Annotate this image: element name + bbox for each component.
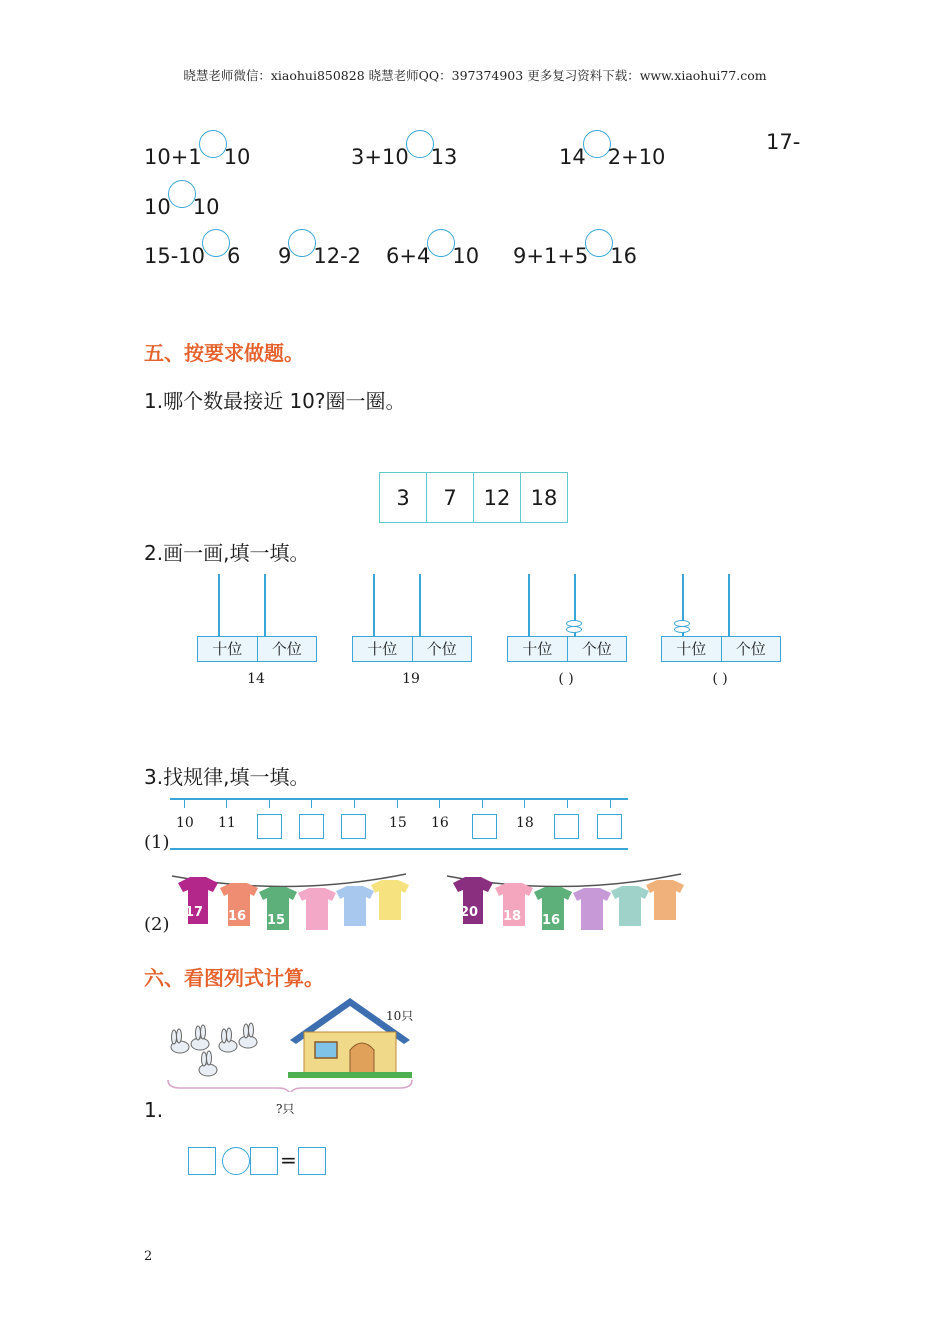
shirt-number: 20 (460, 905, 479, 920)
shirt (336, 886, 374, 926)
tick (610, 798, 611, 808)
abacus-label: 14 (247, 671, 265, 687)
house-count-label: 10只 (386, 1009, 414, 1023)
bead (566, 620, 582, 627)
answer-box[interactable] (250, 1147, 278, 1175)
compare-circle[interactable] (583, 130, 611, 158)
number-choice[interactable]: 18 (521, 473, 568, 523)
number-line-value: 11 (218, 815, 236, 831)
item-label: (1) (144, 832, 170, 853)
equals-sign: = (280, 1148, 297, 1172)
shirt (298, 888, 336, 930)
page-header: 晓慧老师微信：xiaohui850828 晓慧老师QQ：397374903 更多复习资料下载：www.xiaohui77.com (183, 68, 767, 83)
answer-box[interactable] (299, 814, 324, 839)
compare-item: 14 2+10 (559, 130, 665, 169)
ones-rod (419, 574, 421, 636)
section-title: 六、看图列式计算。 (144, 966, 324, 990)
question-number: 1. (144, 1098, 164, 1122)
tens-rod (528, 574, 530, 636)
number-line-top (170, 798, 628, 800)
answer-box[interactable] (597, 814, 622, 839)
tick (567, 798, 568, 808)
section-title: 五、按要求做题。 (144, 341, 304, 365)
operator-circle[interactable] (222, 1147, 250, 1175)
shirt (611, 886, 649, 926)
place-value-board: 十位 个位 (507, 636, 627, 662)
number-choice-table (379, 472, 568, 523)
number-line-value: 16 (431, 815, 449, 831)
answer-box[interactable] (554, 814, 579, 839)
compare-item: 3+10 13 (351, 130, 457, 169)
compare-item: 9+1+5 16 (513, 229, 637, 268)
number-choice[interactable]: 3 (380, 473, 427, 523)
answer-box[interactable] (257, 814, 282, 839)
rabbit-house-picture (160, 992, 420, 1092)
item-label: (2) (144, 914, 170, 935)
tick (226, 798, 227, 808)
shirt-number: 16 (542, 913, 561, 928)
number-line-value: 10 (176, 815, 194, 831)
total-label: ?只 (276, 1102, 295, 1116)
compare-circle[interactable] (406, 130, 434, 158)
number-line-bottom (170, 848, 628, 850)
abacus-answer[interactable]: ( ) (712, 671, 728, 687)
answer-box[interactable] (472, 814, 497, 839)
shirt (646, 880, 684, 920)
tick (184, 798, 185, 808)
number-choice[interactable]: 12 (474, 473, 521, 523)
tick (524, 798, 525, 808)
answer-box[interactable] (341, 814, 366, 839)
place-value-board: 十位 个位 (661, 636, 781, 662)
abacus-answer[interactable]: ( ) (558, 671, 574, 687)
shirt-number: 16 (228, 909, 247, 924)
page-number: 2 (144, 1249, 153, 1264)
tick (354, 798, 355, 808)
place-value-board: 十位 个位 (352, 636, 472, 662)
compare-circle[interactable] (168, 180, 196, 208)
question-text: 3.找规律,填一填。 (144, 765, 310, 789)
bead (566, 626, 582, 633)
shirt (573, 888, 611, 930)
abacus (661, 574, 781, 694)
tick (482, 798, 483, 808)
number-line (170, 798, 628, 850)
number-line-value: 15 (389, 815, 407, 831)
answer-box[interactable] (298, 1147, 326, 1175)
shirt-number: 18 (503, 909, 522, 924)
tick (311, 798, 312, 808)
clothesline-left (168, 868, 413, 938)
question-text: 1.哪个数最接近 10?圈一圈。 (144, 389, 406, 413)
bead (674, 620, 690, 627)
place-value-board: 十位 个位 (197, 636, 317, 662)
answer-box[interactable] (188, 1147, 216, 1175)
abacus (507, 574, 627, 694)
abacus (197, 574, 317, 694)
abacus-label: 19 (402, 671, 420, 687)
number-line-value: 18 (516, 815, 534, 831)
compare-item: 6+4 10 (386, 229, 479, 268)
tens-rod (218, 574, 220, 636)
compare-item: 9 12-2 (278, 229, 361, 268)
bead (674, 626, 690, 633)
tick (269, 798, 270, 808)
compare-item: 10+1 10 (144, 130, 250, 169)
compare-item: 15-10 6 (144, 229, 240, 268)
compare-item: 10 10 (144, 180, 219, 219)
compare-circle[interactable] (202, 229, 230, 257)
shirt (371, 880, 409, 920)
shirt-number: 17 (185, 905, 204, 920)
number-choice[interactable]: 7 (427, 473, 474, 523)
abacus (352, 574, 472, 694)
clothesline-right (443, 868, 688, 938)
shirt-number: 15 (267, 913, 286, 928)
compare-item-wrap: 17- (766, 130, 801, 154)
question-text: 2.画一画,填一填。 (144, 541, 310, 565)
ones-rod (264, 574, 266, 636)
tick (439, 798, 440, 808)
compare-circle[interactable] (199, 130, 227, 158)
tens-rod (373, 574, 375, 636)
ones-rod (728, 574, 730, 636)
tick (397, 798, 398, 808)
